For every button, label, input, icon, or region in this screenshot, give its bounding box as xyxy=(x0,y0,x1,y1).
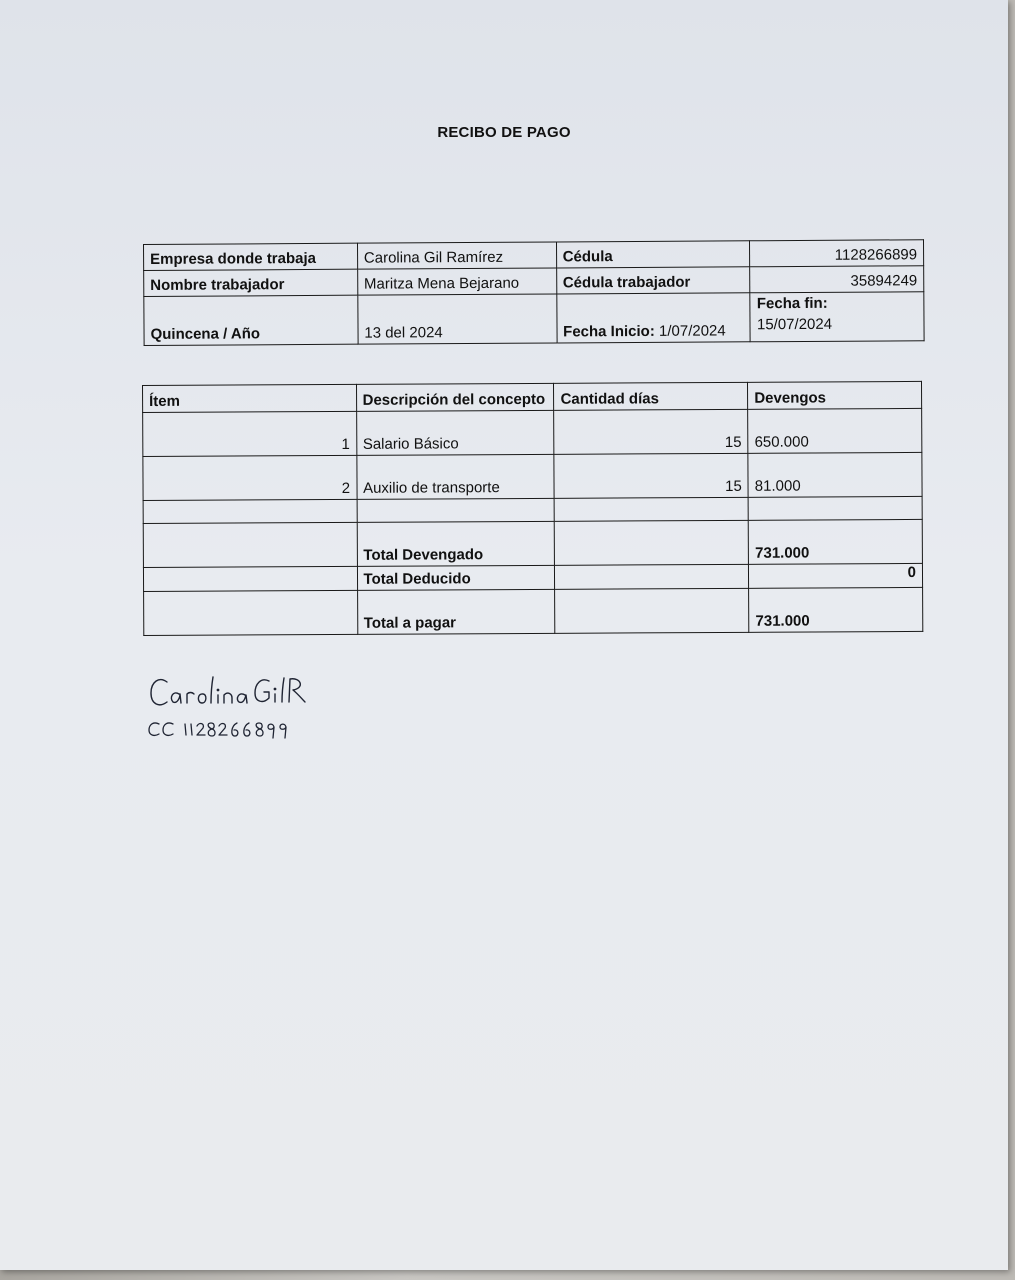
employee-info-table xyxy=(143,239,925,346)
cedula-label: Cédula xyxy=(556,241,750,268)
signature-drawing xyxy=(145,668,365,748)
handwritten-signature xyxy=(145,668,365,748)
total-pagar-value: 731.000 xyxy=(749,587,923,632)
fecha-inicio-cell xyxy=(556,293,750,343)
empty-cell xyxy=(143,499,357,523)
empresa-label: Empresa donde trabaja xyxy=(144,243,358,270)
header-dias: Cantidad días xyxy=(554,382,748,410)
nombre-value: Maritza Mena Bejarano xyxy=(357,268,556,295)
row-descripcion: Auxilio de transporte xyxy=(356,454,554,499)
table-row xyxy=(143,452,922,500)
cedula-trabajador-value: 35894249 xyxy=(750,266,924,293)
empresa-value: Carolina Gil Ramírez xyxy=(357,242,556,269)
fecha-fin-cell xyxy=(750,292,924,342)
row-item: 2 xyxy=(143,455,357,500)
row-devengos: 81.000 xyxy=(748,452,922,497)
total-devengado-value: 731.000 xyxy=(748,519,922,564)
fecha-fin-label: Fecha fin: xyxy=(756,294,828,313)
row-descripcion: Salario Básico xyxy=(356,410,554,455)
fecha-inicio-label: Fecha Inicio: xyxy=(563,322,655,341)
quincena-label: Quincena / Año xyxy=(144,295,358,345)
empty-cell xyxy=(555,520,749,565)
items-header-row xyxy=(143,381,922,412)
empty-cell xyxy=(143,522,357,567)
empty-cell xyxy=(555,564,749,589)
fecha-inicio-value: 1/07/2024 xyxy=(658,322,726,340)
empty-cell xyxy=(555,588,749,633)
cedula-value: 1128266899 xyxy=(750,240,924,267)
empty-cell xyxy=(357,498,555,522)
table-row xyxy=(143,408,922,456)
header-item: Ítem xyxy=(143,384,357,412)
header-devengos: Devengos xyxy=(748,381,922,409)
total-devengado-label: Total Devengado xyxy=(357,521,555,566)
cedula-trabajador-label: Cédula trabajador xyxy=(556,267,750,294)
empty-cell xyxy=(143,566,357,591)
header-descripcion: Descripción del concepto xyxy=(356,383,554,411)
total-pagar-row xyxy=(144,587,923,635)
total-pagar-label: Total a pagar xyxy=(357,589,555,634)
total-deducido-label: Total Deducido xyxy=(357,565,555,590)
row-devengos: 650.000 xyxy=(748,408,922,453)
document-title: RECIBO DE PAGO xyxy=(437,124,571,141)
info-row xyxy=(144,292,924,346)
empty-cell xyxy=(144,590,358,635)
quincena-value: 13 del 2024 xyxy=(358,294,557,344)
fecha-fin-value: 15/07/2024 xyxy=(756,315,833,334)
row-item: 1 xyxy=(143,411,357,456)
empty-cell xyxy=(555,497,749,521)
row-dias: 15 xyxy=(554,453,748,498)
nombre-label: Nombre trabajador xyxy=(144,269,358,296)
total-devengado-row xyxy=(143,519,922,567)
payment-items-table xyxy=(142,381,923,636)
total-deducido-value: 0 xyxy=(749,563,923,588)
empty-cell xyxy=(748,496,922,520)
row-dias: 15 xyxy=(554,409,748,454)
